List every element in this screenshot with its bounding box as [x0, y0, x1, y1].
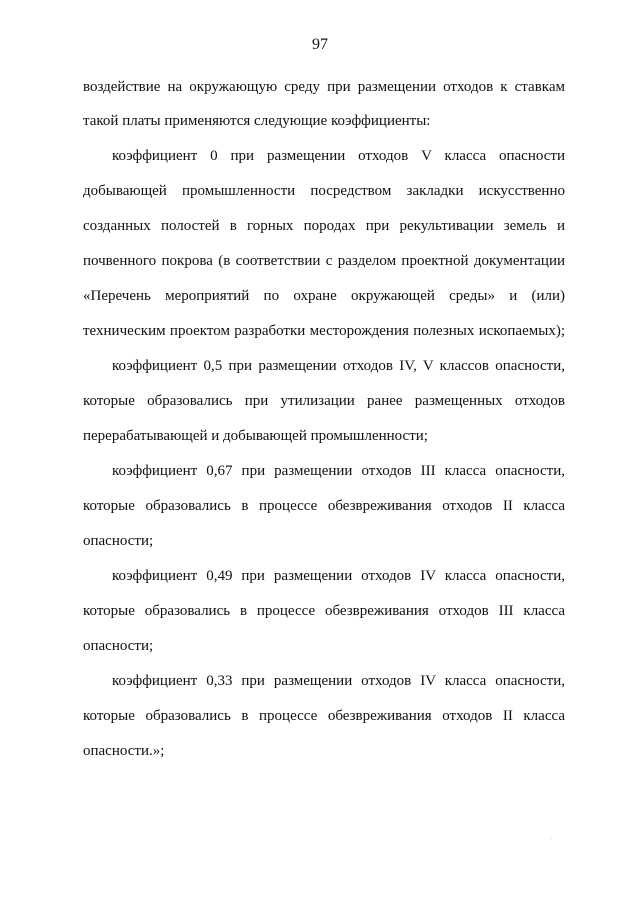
text-line: созданных полостей в горных породах при рекультивации земель и: [83, 218, 565, 234]
text-line: почвенного покрова (в соответствии с разделом проектной документации: [83, 253, 565, 269]
text-line: добывающей промышленности посредством закладки искусственно: [83, 183, 565, 199]
scan-speck: [551, 838, 552, 839]
text-line: опасности;: [83, 533, 154, 549]
text-line: коэффициент 0,5 при размещении отходов IV, V классов опасности,: [112, 358, 565, 374]
text-line: которые образовались в процессе обезвреживания отходов III класса: [83, 603, 565, 619]
text-line: воздействие на окружающую среду при размещении отходов к ставкам: [83, 79, 565, 95]
text-line: опасности;: [83, 638, 154, 654]
text-line: которые образовались в процессе обезвреживания отходов II класса: [83, 708, 565, 724]
page-number: 97: [312, 36, 328, 53]
text-line: опасности.»;: [83, 743, 165, 759]
text-line: техническим проектом разработки месторождения полезных ископаемых);: [83, 323, 565, 339]
text-line: коэффициент 0,49 при размещении отходов IV класса опасности,: [112, 568, 565, 584]
text-line: такой платы применяются следующие коэффициенты:: [83, 113, 431, 129]
text-line: перерабатывающей и добывающей промышленности;: [83, 428, 428, 444]
text-line: коэффициент 0 при размещении отходов V класса опасности: [112, 148, 565, 164]
text-line: «Перечень мероприятий по охране окружающей среды» и (или): [83, 288, 565, 304]
text-line: коэффициент 0,33 при размещении отходов IV класса опасности,: [112, 673, 565, 689]
text-line: которые образовались при утилизации ранее размещенных отходов: [83, 393, 565, 409]
text-line: коэффициент 0,67 при размещении отходов III класса опасности,: [112, 463, 565, 479]
text-line: которые образовались в процессе обезвреживания отходов II класса: [83, 498, 565, 514]
